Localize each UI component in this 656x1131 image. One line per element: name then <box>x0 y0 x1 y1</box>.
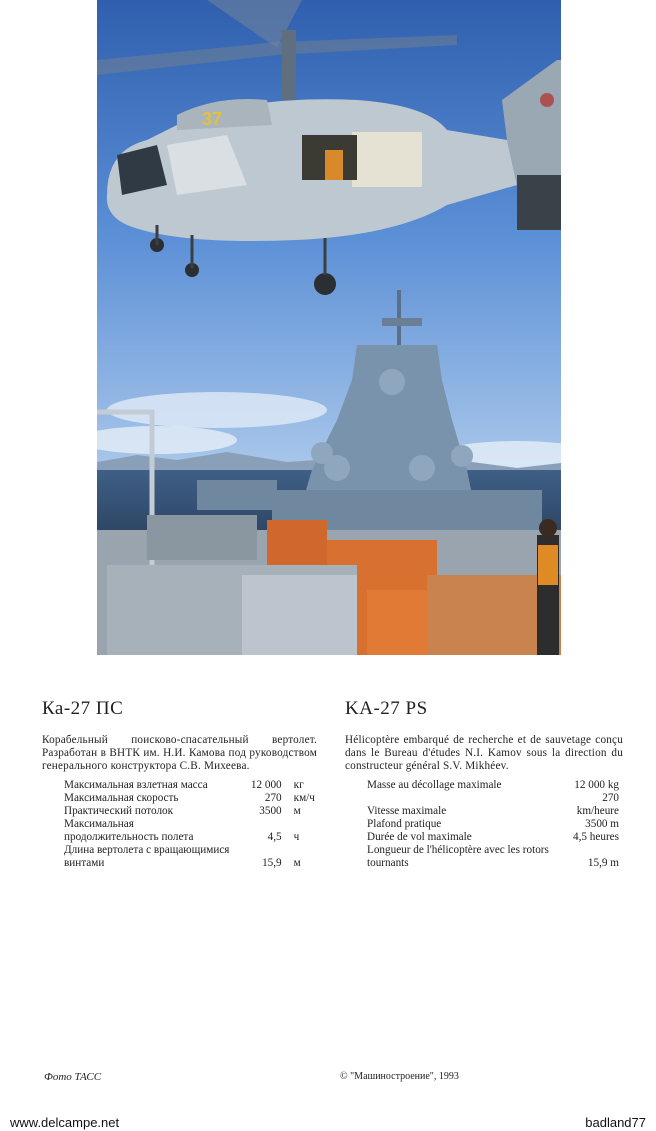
spec-unit: кг <box>293 779 304 791</box>
spec-row <box>367 844 619 870</box>
spec-row <box>64 844 324 870</box>
spec-value: 4,5 heures <box>573 831 619 843</box>
spec-value: 12 000 kg <box>574 779 619 791</box>
spec-label: Максимальная взлетная масса <box>64 779 208 791</box>
spec-label: Vitesse maximale <box>367 805 447 817</box>
spec-row <box>367 792 619 818</box>
french-specs-table <box>367 779 619 870</box>
french-title: KA-27 PS <box>345 698 428 719</box>
copyright-notice: © "Машиностроение", 1993 <box>340 1071 459 1082</box>
spec-value: 4,5 <box>267 831 282 843</box>
helicopter-number: 37 <box>202 109 223 129</box>
spec-label: Longueur de l'hélicoptère avec les rotors tournants <box>367 844 549 869</box>
spec-row <box>367 831 619 844</box>
spec-row <box>64 818 324 844</box>
spec-label: Durée de vol maximale <box>367 831 472 843</box>
spec-unit: км/ч <box>293 792 315 804</box>
spec-unit: м <box>293 857 301 869</box>
russian-title: Ка-27 ПС <box>42 698 124 719</box>
spec-value: 12 000 <box>250 779 282 791</box>
russian-specs-table <box>64 779 324 870</box>
french-description: Hélicoptère embarqué de recherche et de sauvetage conçu dans le Bureau d'études N.I. Kamov sous la direction du constructeur général S.V. Mikhéev. <box>345 734 623 772</box>
spec-label: Практический потолок <box>64 805 174 817</box>
spec-label: Masse au décollage maximale <box>367 779 502 791</box>
spec-row <box>64 805 324 818</box>
spec-row <box>64 792 324 805</box>
footer-site: www.delcampe.net <box>10 1115 120 1130</box>
spec-row <box>367 779 619 792</box>
photo-credit: Фото ТАСС <box>44 1071 102 1083</box>
french-caption <box>345 698 623 870</box>
russian-description: Корабельный поисково-спасательный вертолет. Разработан в ВНТК им. Н.И. Камова под руководством генерального конструктора С.В. Михеева. <box>42 734 317 772</box>
spec-label: Plafond pratique <box>367 818 442 830</box>
spec-label: Максимальная скорость <box>64 792 179 804</box>
russian-caption <box>42 698 317 870</box>
spec-unit: м <box>293 805 301 817</box>
spec-unit: ч <box>293 831 300 843</box>
spec-value: 15,9 <box>262 857 282 869</box>
spec-label: Длина вертолета с вращающимися винтами <box>64 844 230 869</box>
spec-value: 270 km/heure <box>576 792 619 817</box>
spec-row <box>64 779 324 792</box>
photo-illustration <box>97 0 561 655</box>
spec-value: 3500 m <box>585 818 619 830</box>
spec-row <box>367 818 619 831</box>
spec-value: 3500 <box>259 805 282 817</box>
spec-label: Максимальная продолжительность полета <box>64 818 194 843</box>
spec-value: 270 <box>264 792 282 804</box>
helicopter-photo <box>97 0 561 655</box>
spec-value: 15,9 m <box>587 857 619 869</box>
footer-user: badland77 <box>585 1115 646 1130</box>
